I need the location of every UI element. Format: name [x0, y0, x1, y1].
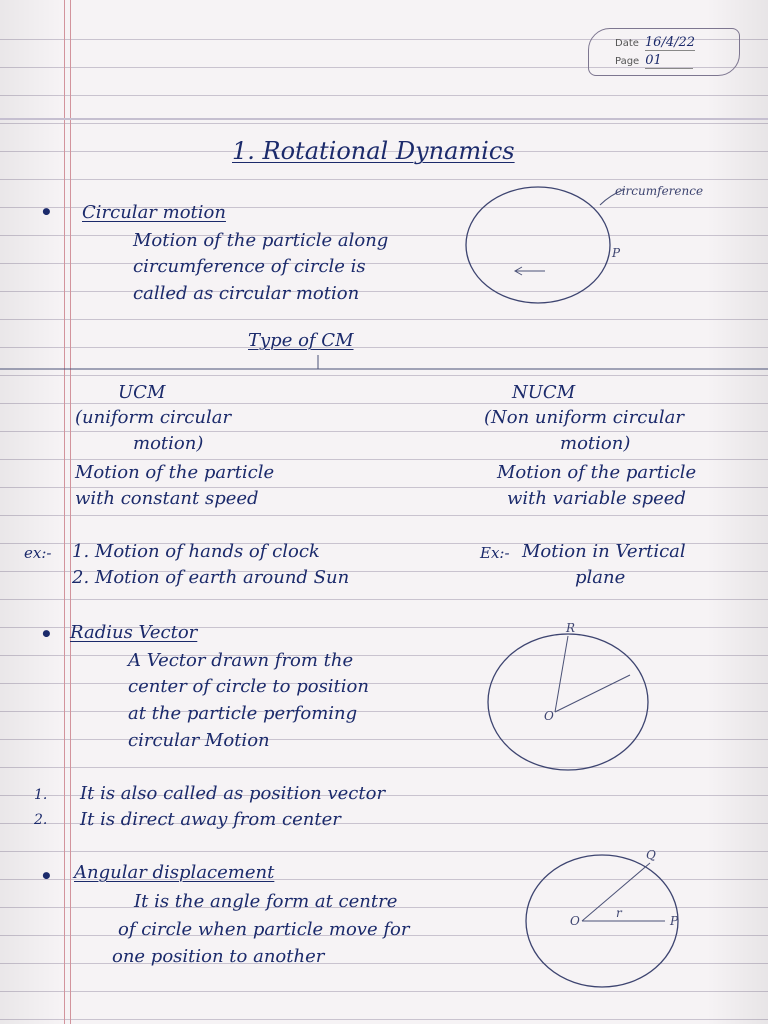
- radius-vector-heading: Radius Vector: [70, 622, 198, 643]
- center-o-label: O: [570, 914, 580, 928]
- ucm-def-1: Motion of the particle: [75, 462, 275, 483]
- circular-motion-line-2: circumference of circle is: [133, 256, 366, 277]
- radius-vector-line-1: A Vector drawn from the: [128, 650, 354, 671]
- point-p-label: P: [612, 246, 621, 260]
- ucm-full-1: (uniform circular: [75, 407, 232, 428]
- point-p-label: P: [670, 914, 679, 928]
- page-value: 01: [645, 53, 693, 69]
- point-number-1: 1.: [34, 787, 48, 803]
- ucm-full-2: motion): [133, 433, 204, 454]
- nucm-example-1: Motion in Vertical: [522, 541, 686, 562]
- nucm-abbr: NUCM: [512, 382, 576, 403]
- radius-vector-line-4: circular Motion: [128, 730, 270, 751]
- radius-vector-point-1: It is also called as position vector: [80, 783, 386, 804]
- nucm-def-2: with variable speed: [507, 488, 686, 509]
- circular-motion-heading: Circular motion: [82, 202, 226, 223]
- angular-displacement-line-2: of circle when particle move for: [118, 919, 410, 940]
- radius-vector-point-2: It is direct away from center: [80, 809, 341, 830]
- nucm-def-1: Motion of the particle: [497, 462, 697, 483]
- nucm-example-2: plane: [575, 567, 626, 588]
- point-number-2: 2.: [34, 812, 48, 828]
- margin-line-right: [70, 0, 71, 1024]
- nucm-full-1: (Non uniform circular: [484, 407, 684, 428]
- ucm-example-1: 1. Motion of hands of clock: [72, 541, 320, 562]
- radius-vector-line-3: at the particle perfoming: [128, 703, 358, 724]
- header-rule: [0, 118, 768, 120]
- angular-displacement-heading: Angular displacement: [74, 862, 275, 883]
- point-q-label: Q: [646, 848, 656, 862]
- types-tree-lines: [0, 355, 768, 375]
- date-row: [615, 35, 695, 51]
- radius-line: [555, 636, 568, 712]
- angular-displacement-diagram: [520, 845, 710, 995]
- ucm-abbr: UCM: [118, 382, 166, 403]
- example-label-left: ex:-: [24, 544, 52, 562]
- margin-line-left: [64, 0, 65, 1024]
- ucm-def-2: with constant speed: [75, 488, 259, 509]
- radius-vector-line-2: center of circle to position: [128, 676, 369, 697]
- radius-line-2: [555, 675, 630, 712]
- page-title: 1. Rotational Dynamics: [232, 137, 515, 165]
- circle: [466, 187, 610, 303]
- circle: [488, 634, 648, 770]
- angular-displacement-line-1: It is the angle form at centre: [134, 891, 398, 912]
- bullet: •: [40, 200, 53, 224]
- date-page-stamp: [588, 28, 740, 76]
- angular-displacement-line-3: one position to another: [112, 946, 325, 967]
- circular-motion-line-1: Motion of the particle along: [133, 230, 389, 251]
- bullet: •: [40, 864, 53, 888]
- circumference-label: circumference: [615, 184, 704, 198]
- date-label: Date: [615, 38, 639, 49]
- radius-vector-diagram: [480, 620, 660, 780]
- nucm-full-2: motion): [560, 433, 631, 454]
- radius-r-label: r: [616, 906, 622, 920]
- types-heading: Type of CM: [248, 330, 354, 351]
- example-label-right: Ex:-: [480, 544, 510, 562]
- date-value: 16/4/22: [644, 35, 696, 50]
- ucm-example-2: 2. Motion of earth around Sun: [72, 567, 350, 588]
- circular-motion-diagram: [460, 175, 704, 315]
- bullet: •: [40, 622, 53, 646]
- center-o-label: O: [544, 709, 554, 723]
- point-r-label: R: [566, 621, 576, 635]
- circular-motion-line-3: called as circular motion: [133, 283, 360, 304]
- page-label: Page: [615, 56, 640, 67]
- page-row: [615, 53, 693, 69]
